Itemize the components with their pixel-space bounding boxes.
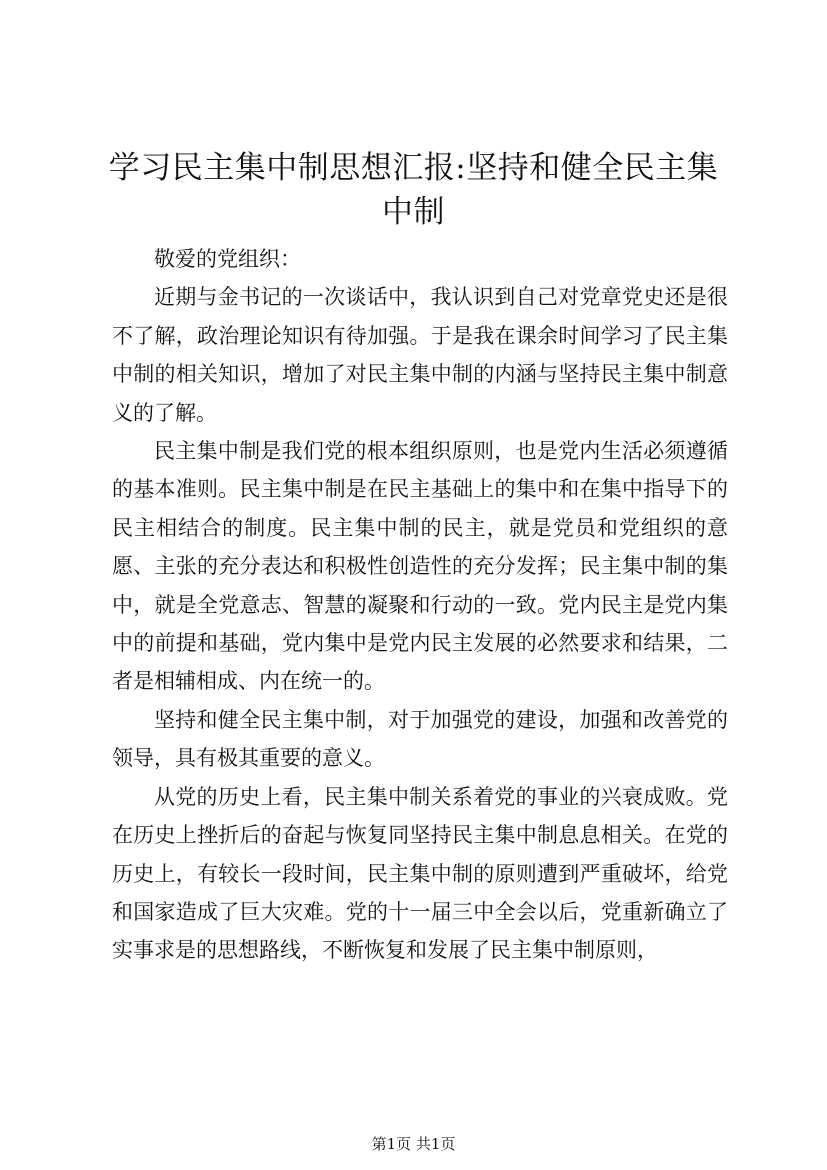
paragraph-3: 坚持和健全民主集中制，对于加强党的建设，加强和改善党的领导，具有极其重要的意义。 [112,707,728,771]
document-title: 学习民主集中制思想汇报:坚持和健全民主集中制 [108,150,719,230]
document-body [112,240,728,970]
salutation: 敬爱的党组织： [154,247,301,271]
page-footer: 第1页 共1页 [371,1135,456,1153]
paragraph-2: 民主集中制是我们党的根本组织原则，也是党内生活必须遵循的基本准则。民主集中制是在民主基础上的集中和在集中指导下的民主相结合的制度。民主集中制的民主，就是党员和党组织的意愿、主张的充分表达和积极性创造性的充分发挥；民主集中制的集中，就是全党意志、智慧的凝聚和行动的一致。党内民主是党内集中的前提和基础，党内集中是党内民主发展的必然要求和结果，二者是相辅相成、内在统一的。 [112,439,728,694]
paragraph-4: 从党的历史上看，民主集中制关系着党的事业的兴衰成败。党在历史上挫折后的奋起与恢复同坚持民主集中制息息相关。在党的历史上，有较长一段时间，民主集中制的原则遭到严重破坏，给党和国家造成了巨大灾难。党的十一届三中全会以后，党重新确立了实事求是的思想路线，不断恢复和发展了民主集中制原则， [112,784,728,963]
paragraph-1: 近期与金书记的一次谈话中，我认识到自己对党章党史还是很不了解，政治理论知识有待加强。于是我在课余时间学习了民主集中制的相关知识，增加了对民主集中制的内涵与坚持民主集中制意义的了解。 [112,285,728,425]
